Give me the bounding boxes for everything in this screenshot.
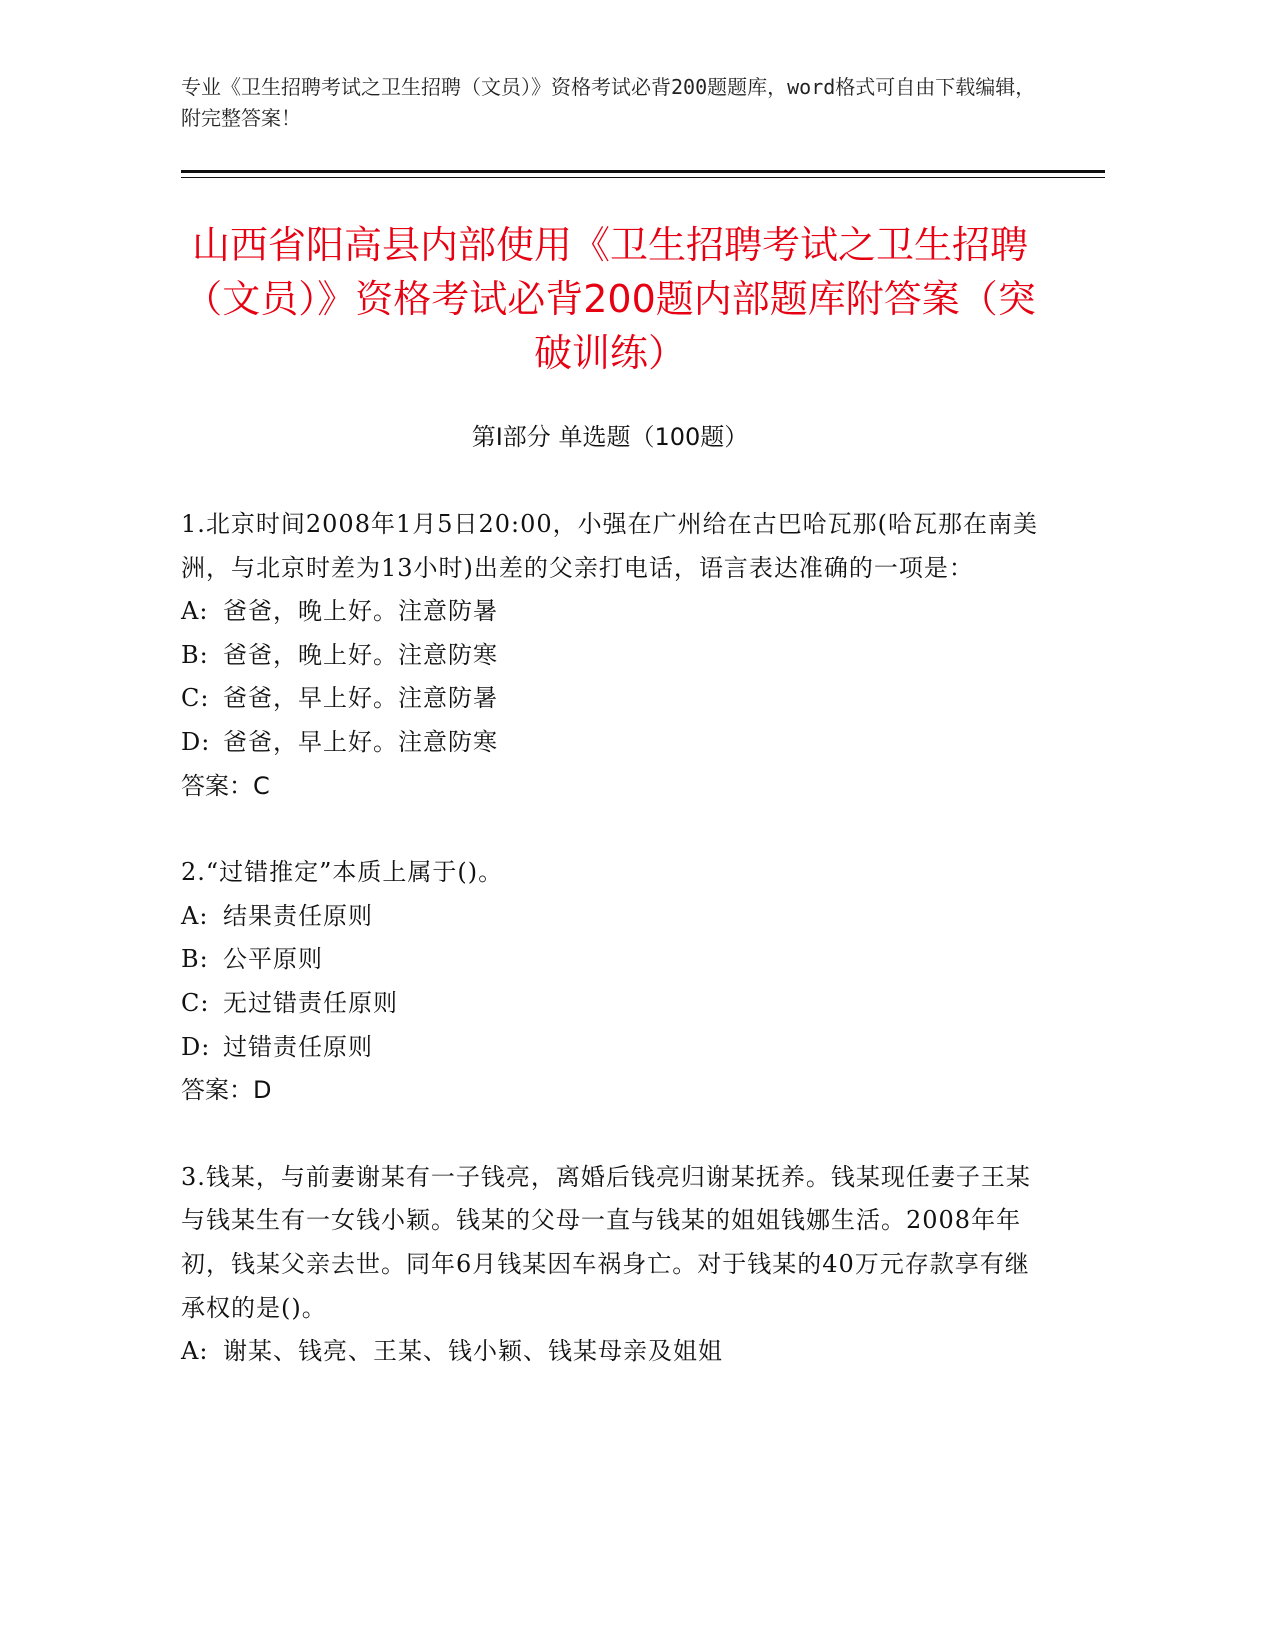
option-letter: B: — [181, 640, 209, 669]
option-text: 谢某、钱亮、王某、钱小颖、钱某母亲及姐姐 — [223, 1337, 723, 1366]
option-d — [181, 1026, 1041, 1070]
question-list — [181, 503, 1041, 1417]
option-text: 结果责任原则 — [223, 901, 373, 930]
option-letter: A: — [181, 901, 209, 930]
option-c — [181, 677, 1041, 721]
option-text: 爸爸，晚上好。注意防寒 — [223, 640, 498, 669]
section-title: 第I部分 单选题（100题） — [471, 423, 749, 451]
document-title: 山西省阳高县内部使用《卫生招聘考试之卫生招聘（文员）》资格考试必背200题内部题库附答案（突破训练） — [184, 223, 1036, 375]
question-text: 1.北京时间2008年1月5日20:00，小强在广州给在古巴哈瓦那(哈瓦那在南美洲，与北京时差为13小时)出差的父亲打电话，语言表达准确的一项是： — [181, 510, 1039, 582]
option-c — [181, 982, 1041, 1026]
option-text: 爸爸，早上好。注意防暑 — [223, 684, 498, 713]
option-a — [181, 895, 1041, 939]
option-b — [181, 938, 1041, 982]
question-2 — [181, 851, 1041, 1113]
question-text: 2.“过错推定”本质上属于()。 — [181, 858, 504, 887]
option-letter: B: — [181, 945, 209, 974]
option-text: 无过错责任原则 — [223, 988, 398, 1017]
option-a — [181, 590, 1041, 634]
question-text: 3.钱某，与前妻谢某有一子钱亮，离婚后钱亮归谢某抚养。钱某现任妻子王某与钱某生有一女钱小颖。钱某的父母一直与钱某的姐姐钱娜生活。2008年年初，钱某父亲去世。同年6月钱某因车祸身亡。对于钱某的40万元存款享有继承权的是()。 — [181, 1162, 1031, 1322]
option-letter: C: — [181, 988, 210, 1017]
header-note: 专业《卫生招聘考试之卫生招聘（文员）》资格考试必背200题题库，word格式可自由下载编辑，附完整答案！ — [181, 75, 1036, 130]
option-letter: A: — [181, 597, 209, 626]
option-text: 公平原则 — [223, 945, 323, 974]
option-text: 过错责任原则 — [223, 1032, 373, 1061]
option-text: 爸爸，晚上好。注意防暑 — [223, 597, 498, 626]
option-letter: D: — [181, 1032, 211, 1061]
option-letter: D: — [181, 727, 211, 756]
option-text: 爸爸，早上好。注意防寒 — [223, 727, 498, 756]
option-b — [181, 634, 1041, 678]
option-letter: A: — [181, 1337, 209, 1366]
header-divider-thick — [181, 170, 1105, 173]
option-a — [181, 1330, 1041, 1374]
option-d — [181, 721, 1041, 765]
question-1 — [181, 503, 1041, 808]
option-letter: C: — [181, 684, 210, 713]
answer: 答案：C — [181, 771, 270, 800]
answer: 答案：D — [181, 1076, 272, 1105]
question-3 — [181, 1156, 1041, 1374]
header-divider-thin — [181, 177, 1105, 178]
